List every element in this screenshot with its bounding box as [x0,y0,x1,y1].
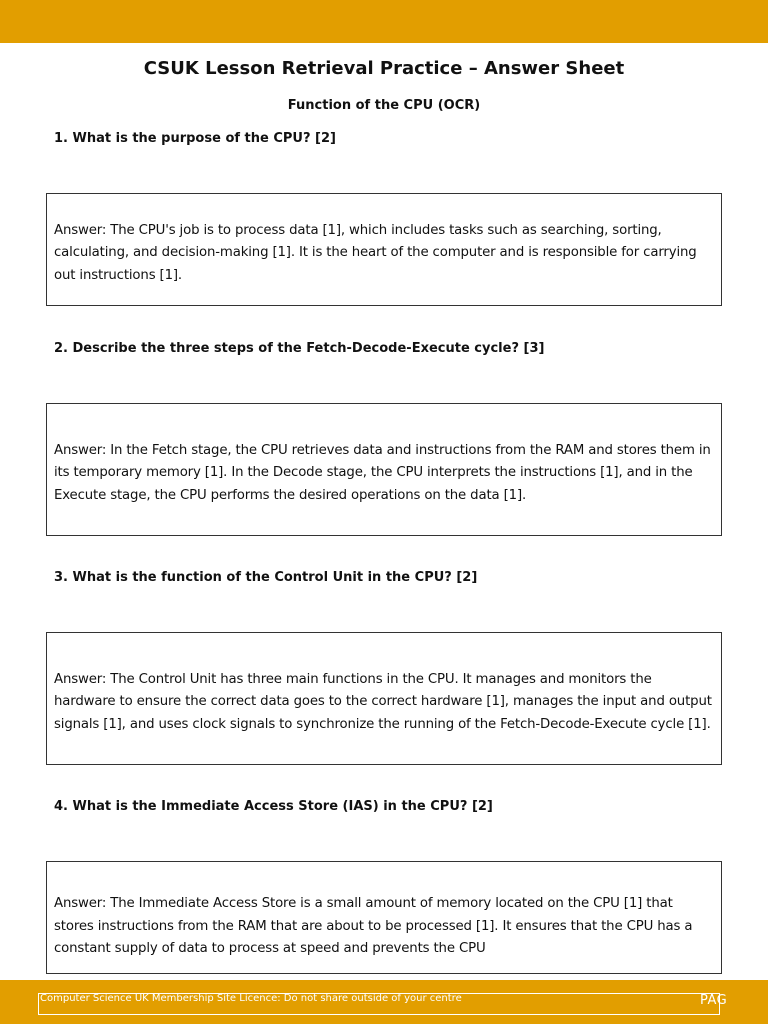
answer-box-1 [46,193,722,306]
answer-box-4 [46,861,722,974]
footer-licence-text: Computer Science UK Membership Site Licence: Do not share outside of your centre [40,993,462,1004]
header-band [0,0,768,43]
answer-text-3: Answer: The Control Unit has three main functions in the CPU. It manages and monitors the hardware to ensure the correct data goes to the correct hardware [1], manages the input and output signals [1], and uses clock signals to synchronize the running of the Fetch-Decode-Execute cycle [1]. [54,671,712,732]
question-2: 2. Describe the three steps of the Fetch-Decode-Execute cycle? [3] [54,341,545,356]
question-3: 3. What is the function of the Control Unit in the CPU? [2] [54,570,478,585]
answer-text-1: Answer: The CPU's job is to process data [1], which includes tasks such as searching, sorting, calculating, and decision-making [1]. It is the heart of the computer and is responsible for carrying out instructions [1]. [54,222,697,283]
page-title: CSUK Lesson Retrieval Practice – Answer Sheet [143,58,625,79]
question-4: 4. What is the Immediate Access Store (IAS) in the CPU? [2] [54,799,493,814]
question-1: 1. What is the purpose of the CPU? [2] [54,131,336,146]
answer-box-2 [46,403,722,536]
page-subtitle: Function of the CPU (OCR) [287,98,481,113]
answer-box-3 [46,632,722,765]
answer-text-2: Answer: In the Fetch stage, the CPU retrieves data and instructions from the RAM and stores them in its temporary memory [1]. In the Decode stage, the CPU interprets the instructions [1], and in the Execute stage, the CPU performs the desired operations on the data [1]. [54,442,711,503]
answer-text-4: Answer: The Immediate Access Store is a small amount of memory located on the CPU [1] that stores instructions from the RAM that are about to be processed [1]. It ensures that the CPU has a constant supply of data to process at speed and prevents the CPU [54,896,693,956]
page-number-label: PAG [700,993,728,1008]
